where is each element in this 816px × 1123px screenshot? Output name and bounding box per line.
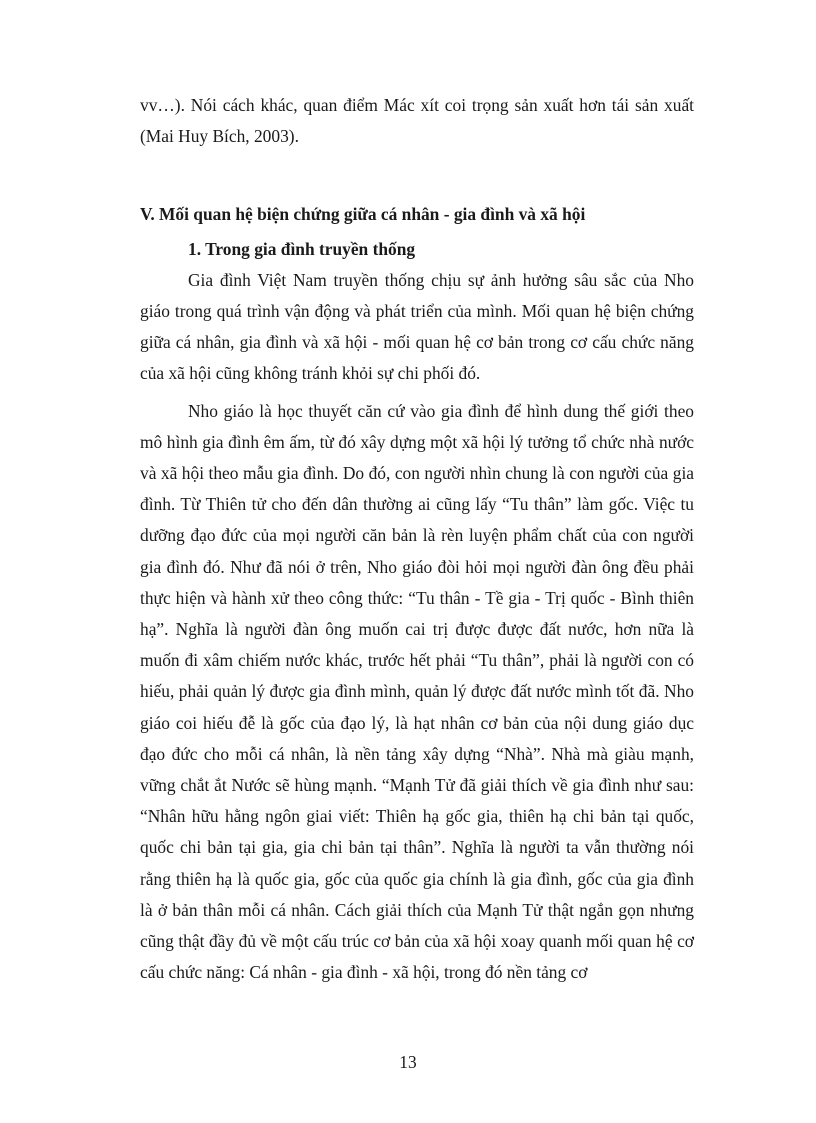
page-body [140,90,694,988]
body-paragraph-2: Nho giáo là học thuyết căn cứ vào gia đình để hình dung thế giới theo mô hình gia đình êm ấm, từ đó xây dựng một xã hội lý tưởng tổ chức nhà nước và xã hội theo mẫu gia đình. Do đó, con người nhìn chung là con người của gia đình. Từ Thiên tử cho đến dân thường ai cũng lấy “Tu thân” làm gốc. Việc tu dưỡng đạo đức của mọi người căn bản là rèn luyện phẩm chất của con người gia đình đó. Như đã nói ở trên, Nho giáo đòi hỏi mọi người đàn ông đều phải thực hiện và hành xử theo công thức: “Tu thân - Tề gia - Trị quốc - Bình thiên hạ”. Nghĩa là người đàn ông muốn cai trị được được đất nước, hơn nữa là muốn đi xâm chiếm nước khác, trước hết phải “Tu thân”, phải là người con có hiếu, phải quản lý được gia đình mình, quản lý được đất nước mình tốt đã. Nho giáo coi hiếu đễ là gốc của đạo lý, là hạt nhân cơ bản của nội dung giáo dục đạo đức cho mỗi cá nhân, là nền tảng xây dựng “Nhà”. Nhà mà giàu mạnh, vững chắt ắt Nước sẽ hùng mạnh. “Mạnh Tử đã giải thích về gia đình như sau: “Nhân hữu hằng ngôn giai viết: Thiên hạ gốc gia, thiên hạ chi bản tại quốc, quốc chi bản tại gia, gia chi bản tại thân”. Nghĩa là người ta vẫn thường nói rằng thiên hạ là quốc gia, gốc của quốc gia chính là gia đình, gốc của gia đình là ở bản thân mỗi cá nhân. Cách giải thích của Mạnh Tử thật ngắn gọn nhưng cũng thật đầy đủ về một cấu trúc cơ bản của xã hội xoay quanh mối quan hệ cơ cấu chức năng: Cá nhân - gia đình - xã hội, trong đó nền tảng cơ [140,400,694,983]
section-heading: V. Mối quan hệ biện chứng giữa cá nhân - gia đình và xã hội [140,204,586,225]
page-number: 13 [399,1052,417,1072]
body-paragraph-1: Gia đình Việt Nam truyền thống chịu sự ảnh hưởng sâu sắc của Nho giáo trong quá trình vận động và phát triển của mình. Mối quan hệ biện chứng giữa cá nhân, gia đình và xã hội - mối quan hệ cơ bản trong cơ cấu chức năng của xã hội cũng không tránh khỏi sự chi phối đó. [140,269,694,384]
intro-paragraph: vv…). Nói cách khác, quan điểm Mác xít coi trọng sản xuất hơn tái sản xuất (Mai Huy Bích, 2003). [140,95,694,147]
subsection-heading: 1. Trong gia đình truyền thống [188,238,416,259]
